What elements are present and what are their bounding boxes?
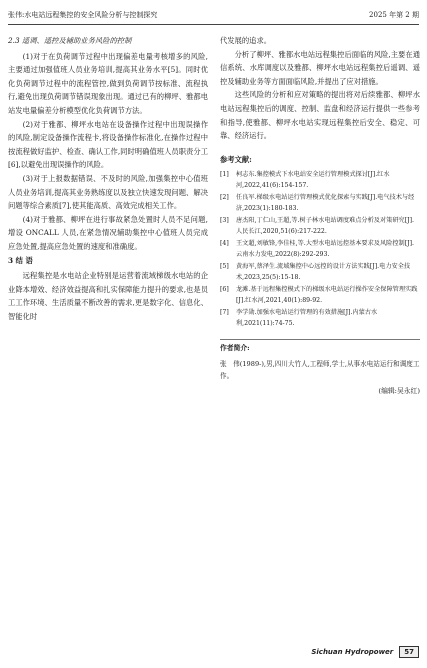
paragraph: (2)对于雅都、柳坪水电站在设备操作过程中出现误操作的风险,制定设备操作流程卡,将设备操作标准化,在操作过程中按流程做好监护、检查、确认工作,同时明确值班人员职责分工[6],以避免出现误操作的风险。 [8,119,208,170]
reference-item: [6] 龙滩.基于远程集控模式下的梯级水电站运行操作安全保障管理实践[J].红水河,2021,40(1):89-92. [220,286,418,305]
paragraph: (1)对于在负荷调节过程中出现偏差电量考核增多的风险,主要通过加强值班人员业务培训,提高其业务水平[5]。同时优化负荷调节过程中的流程管控,做到负荷调节按标准、流程执行,避免出现负荷调节错误现象出现。通过已有的柳坪、雅都电站发电量偏差分析模型优化负荷调节方法。 [8,51,208,115]
header-title: 张伟:水电站远程集控的安全风险分析与控制探究 [8,11,158,19]
right-column [220,34,420,399]
left-column [8,34,208,323]
journal-name: Sichuan Hydropower [311,648,394,656]
header-issue: 2025 年第 2 期 [369,11,419,19]
reference-item: [1] 柯志东.集控模式下水电站安全运行管理模式探讨[J].红水河,2022,41(6):154-157. [220,171,390,190]
page-footer [311,646,419,658]
reference-item: [4] 王文超,刘敏锋,李佳桂,等.大型水电站远控基本要求及风险控制[J].云南水力发电,2022(8):292-293. [220,240,415,259]
author-divider [220,339,420,340]
reference-item: [2] 任良军.梯级水电站运行管理模式优化探索与实践[J].电气技术与经济,2023(1):180-183. [220,194,415,213]
author-info: 张 伟(1989-),男,四川大竹人,工程师,学士,从事水电站运行和调度工作。 [220,359,420,380]
reference-item: [5] 黄海军,蔡泽生.流域集控中心远控的设计方法实践[J].电力安全技术,2023,25(5):15-18. [220,263,411,282]
section-title: 3 结 语 [8,255,33,265]
paragraph: (3)对于上报数据错误、不及时的风险,加强集控中心值班人员业务培训,提高其业务熟练度以及独立快速发现问题、解决问题等综合素质[7],使其能高质、高效完成相关工作。 [8,173,208,211]
paragraph: 远程集控是水电站企业特别是运营着流域梯级水电站的企业降本增效、经济效益提高和扎实保障能力提升的要求,也是员工工作环境、生活质量不断改善的需求,更是数字化、信息化、智能化时 [8,271,208,321]
paragraph-continuation: 代发展的追求。 [220,36,272,45]
editor-note: (编辑:吴永红) [378,386,420,395]
reference-item: [7] 李学勋.加强水电站运行管理的有效措施[J].内蒙古水利,2021(11):74-75. [220,309,378,328]
paragraph: 分析了柳坪、雅都水电站远程集控后面临的风险,主要在通信系统、水库调度以及雅都、柳坪水电站远程集控后遥调、遥控及辅助业务等方面面临风险,并提出了应对措施。 [220,49,420,86]
subsection-title: 2.3 遥调、遥控及辅助业务风险的控制 [8,36,132,45]
reference-item: [3] 唐杰阳,丁仁山,王超,等.树子林水电站调度难点分析及对策研究[J].人民长江,2020,51(6):217-222. [220,217,415,236]
author-title: 作者简介: [220,344,250,353]
references-title: 参考文献: [220,154,252,164]
page-number: 57 [399,646,419,658]
paragraph: 这些风险的分析和应对策略的提出将对后续雅都、柳坪水电站远程集控后的调度、控制、监盘和经济运行提供一些参考和指导,使雅都、柳坪水电站实现远程集控后安全、稳定、可靠、经济运行。 [220,90,420,141]
header-rule [8,24,419,25]
running-header [8,8,419,22]
paragraph: (4)对于雅都、柳坪在进行事故紧急处置时人员不足问题,增设 ONCALL 人员,在紧急情况辅助集控中心值班人员完成应急处置,提高应急处置的速度和准确度。 [8,214,208,251]
